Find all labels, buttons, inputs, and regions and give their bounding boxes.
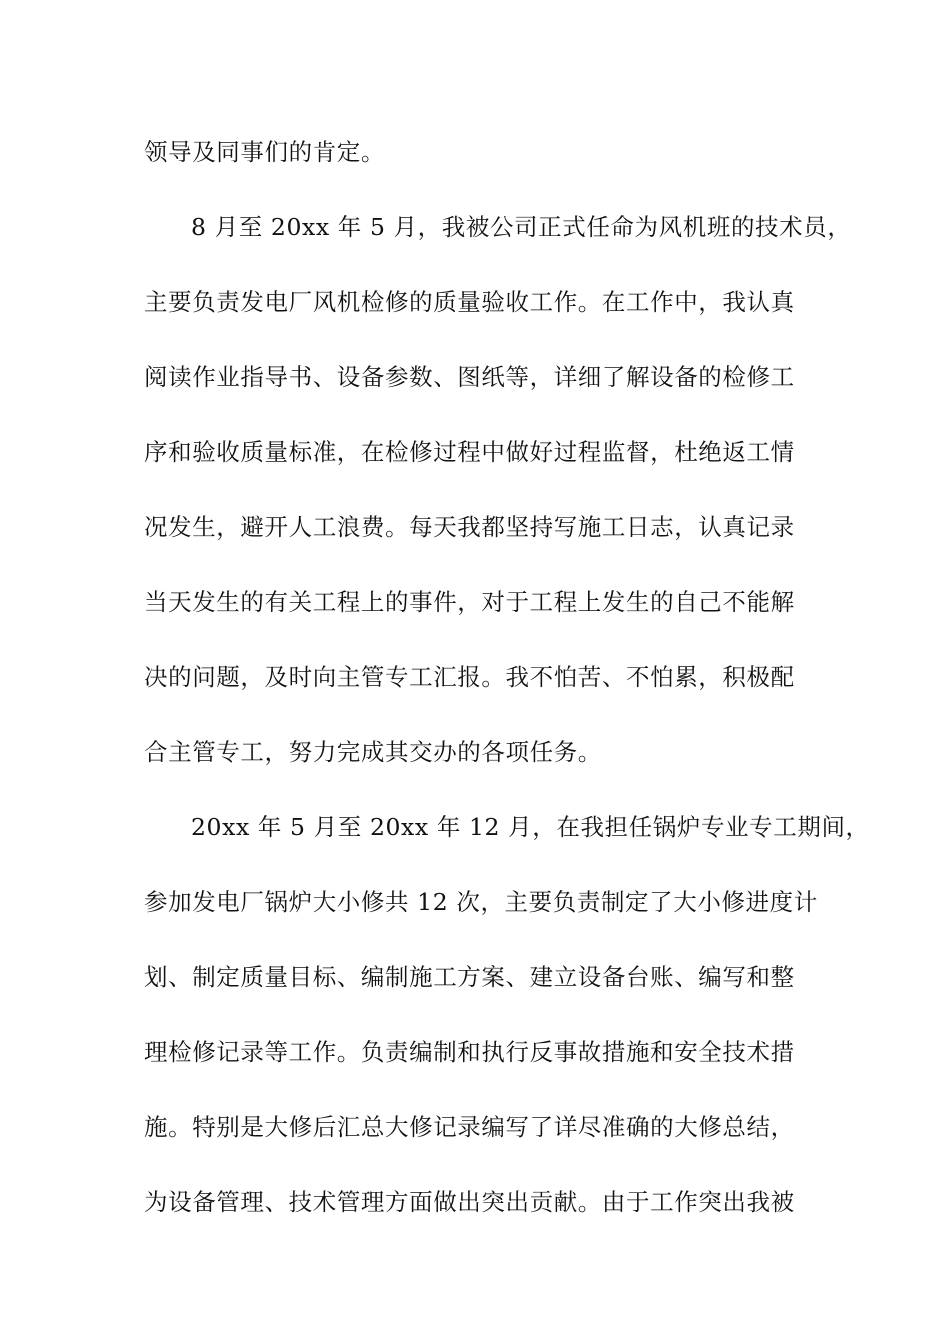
text-line: 领导及同事们的肯定。 (144, 138, 385, 166)
text-line: 参加发电厂锅炉大小修共 12 次，主要负责制定了大小修进度计 (144, 888, 818, 916)
text-line: 施。特别是大修后汇总大修记录编写了详尽准确的大修总结， (144, 1113, 795, 1141)
text-line: 主要负责发电厂风机检修的质量验收工作。在工作中，我认真 (144, 288, 795, 316)
text-line: 为设备管理、技术管理方面做出突出贡献。由于工作突出我被 (144, 1188, 795, 1216)
text-line: 当天发生的有关工程上的事件，对于工程上发生的自己不能解 (144, 588, 795, 616)
text-line: 序和验收质量标准，在检修过程中做好过程监督，杜绝返工情 (144, 438, 795, 466)
text-line: 阅读作业指导书、设备参数、图纸等，详细了解设备的检修工 (144, 363, 795, 391)
body-text (144, 129, 870, 1254)
text-line: 划、制定质量目标、编制施工方案、建立设备台账、编写和整 (144, 963, 795, 991)
text-line: 理检修记录等工作。负责编制和执行反事故措施和安全技术措 (144, 1038, 795, 1066)
paragraph-start-line: 20xx 年 5 月至 20xx 年 12 月，在我担任锅炉专业专工期间， (191, 813, 870, 841)
text-line: 况发生，避开人工浪费。每天我都坚持写施工日志，认真记录 (144, 513, 795, 541)
text-line: 决的问题，及时向主管专工汇报。我不怕苦、不怕累，积极配 (144, 663, 795, 691)
text-line: 合主管专工，努力完成其交办的各项任务。 (144, 738, 602, 766)
paragraph-start-line: 8 月至 20xx 年 5 月，我被公司正式任命为风机班的技术员， (191, 213, 852, 241)
